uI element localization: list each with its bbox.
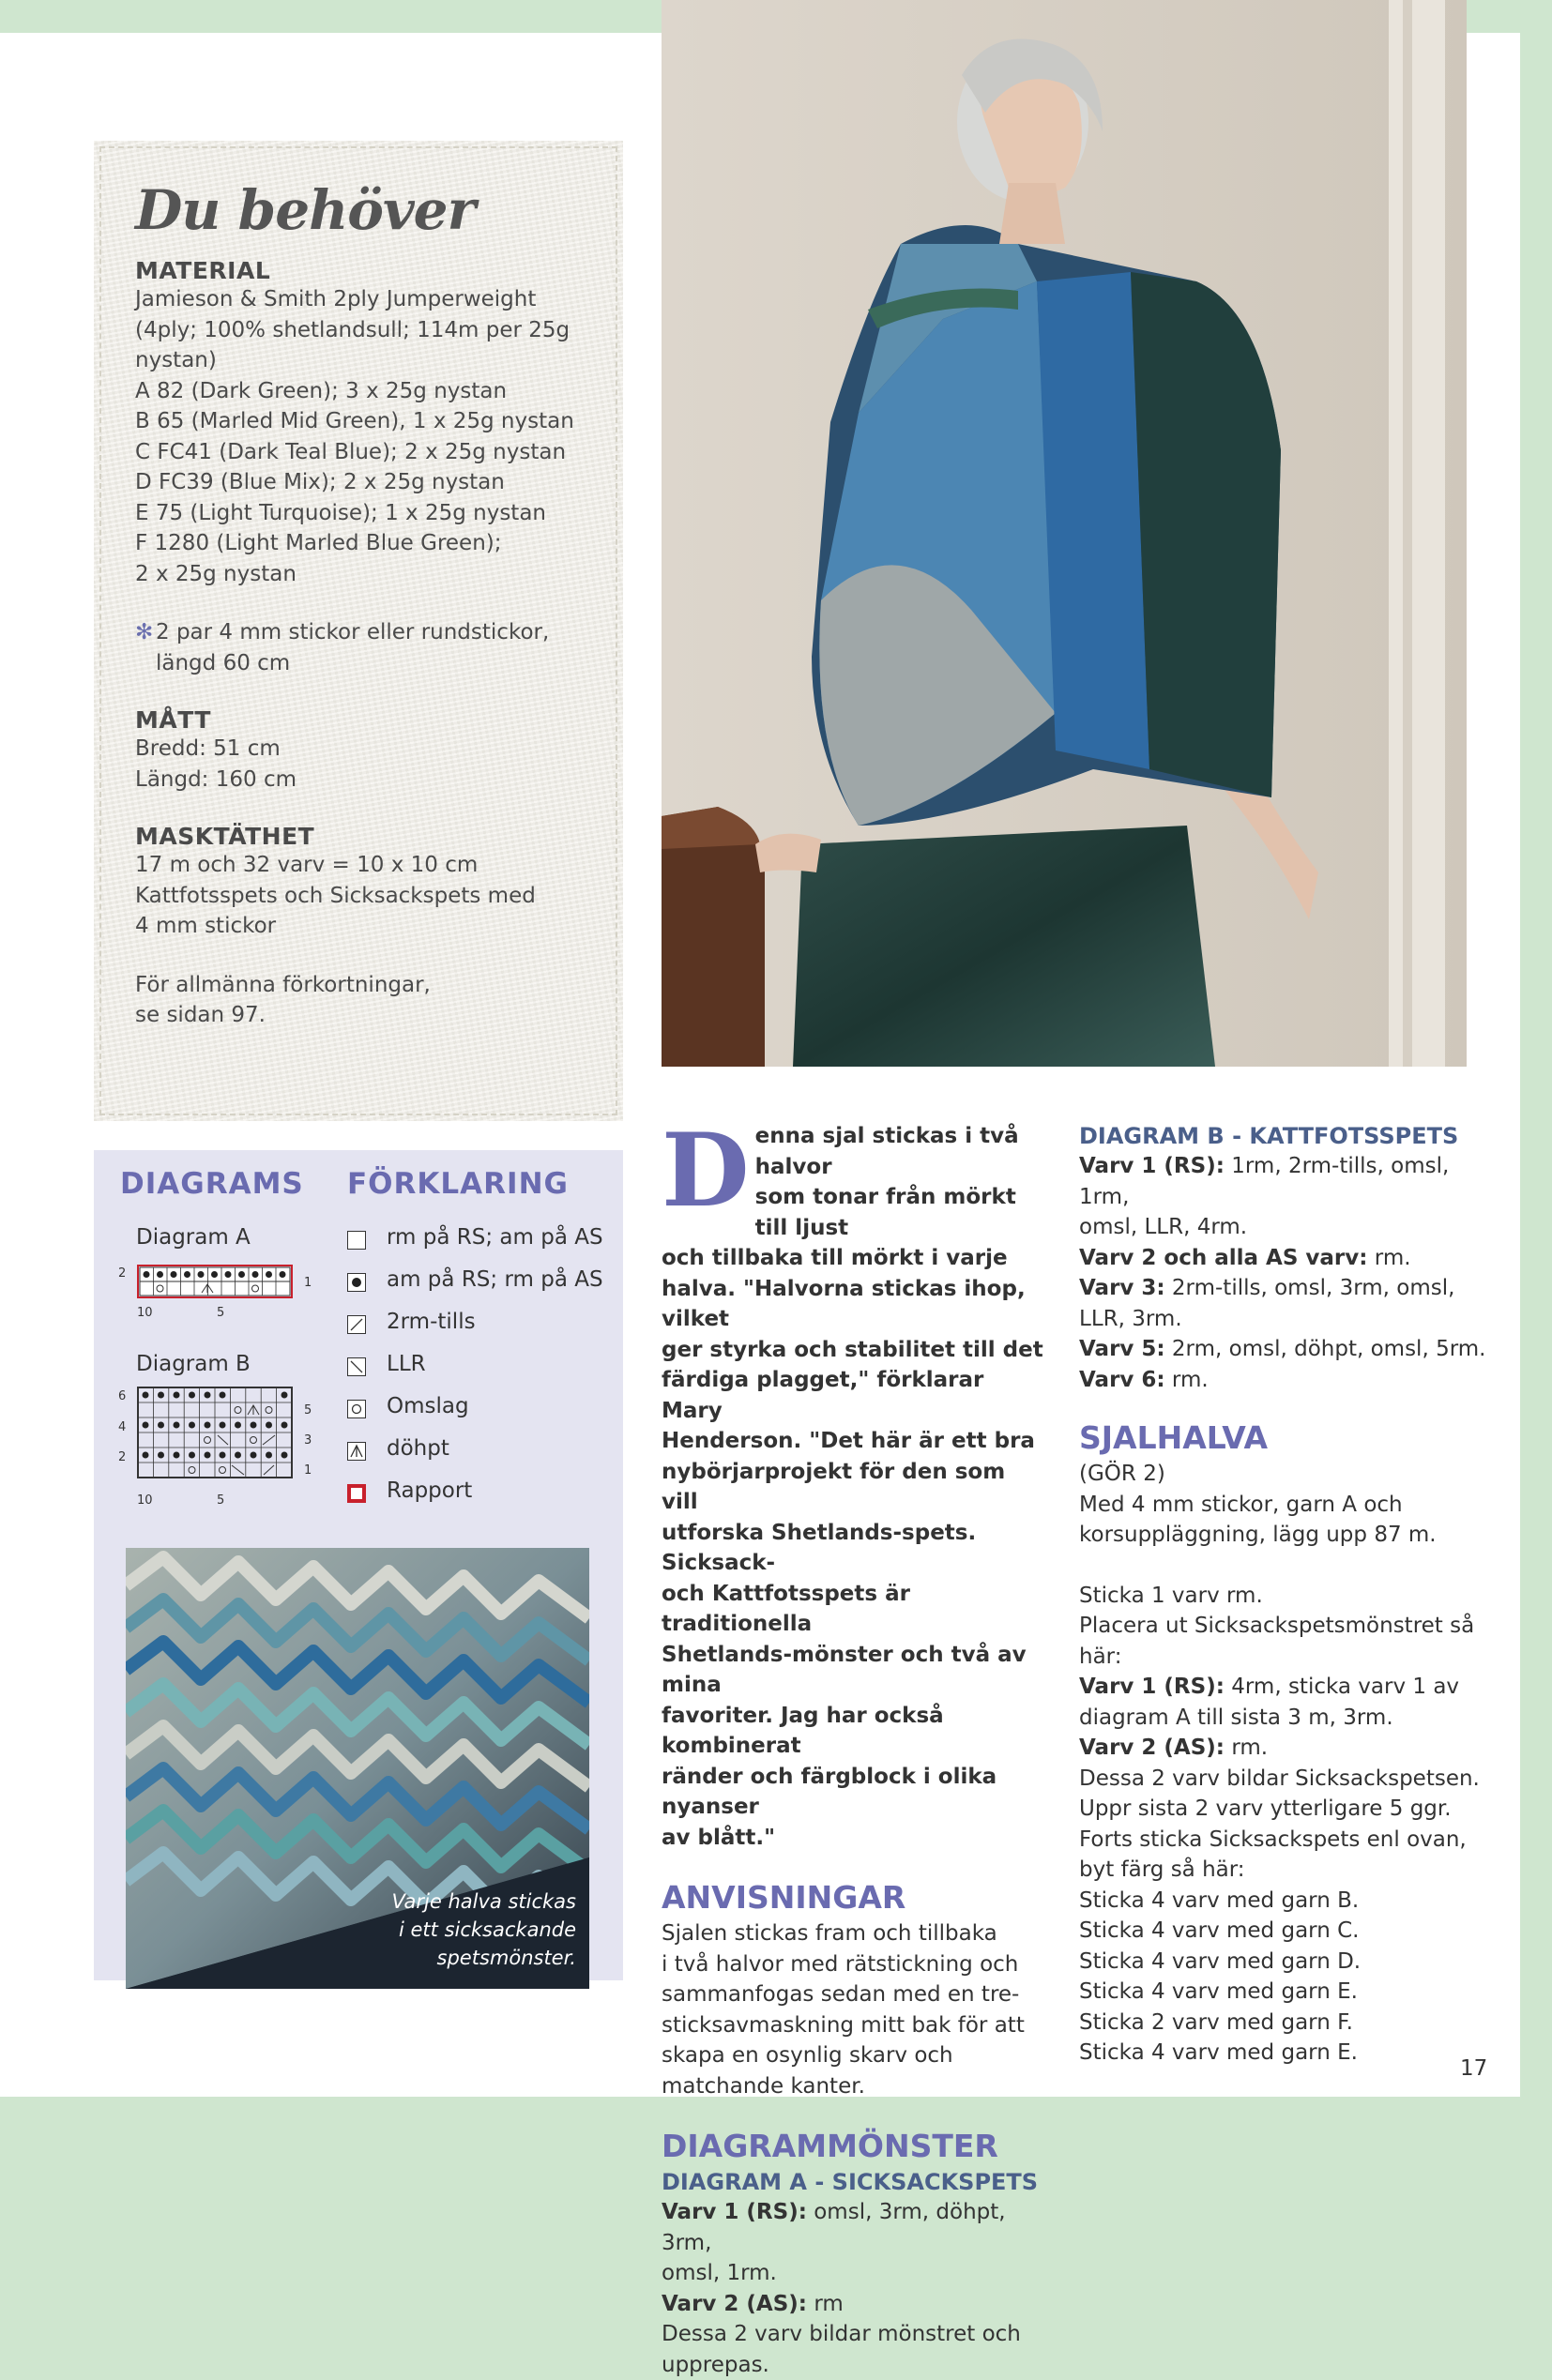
material-line: D FC39 (Blue Mix); 2 x 25g nystan [135, 467, 587, 498]
row-number: 5 [304, 1403, 312, 1417]
instructions-heading: ANVISNINGAR [662, 1877, 1046, 1918]
page-number: 17 [1460, 2056, 1487, 2081]
legend-item: rm på RS; am på AS [347, 1225, 591, 1253]
diagram-b-chart [137, 1387, 293, 1478]
needles-line: ✻ 2 par 4 mm stickor eller rundstickor, [135, 617, 587, 648]
text-line: Varv 2 (AS): rm. [1079, 1733, 1492, 1764]
diagram-a-subheading: DIAGRAM A - SICKSACKSPETS [662, 2167, 1046, 2197]
diagrams-heading: DIAGRAMS [120, 1167, 304, 1201]
material-line: E 75 (Light Turquoise); 1 x 25g nystan [135, 498, 587, 529]
text-line: Varv 1 (RS): omsl, 3rm, döhpt, 3rm, [662, 2197, 1046, 2258]
right-column [1079, 1121, 1492, 2069]
middle-column [662, 1121, 1046, 2380]
abbrev-line: se sidan 97. [135, 1000, 587, 1031]
text-line: Sticka 4 varv med garn B. [1079, 1886, 1492, 1917]
size-line: Längd: 160 cm [135, 765, 587, 796]
text-line: Varv 2 och alla AS varv: rm. [1079, 1243, 1492, 1274]
row-number: 1 [304, 1463, 312, 1478]
material-heading: MATERIAL [135, 257, 587, 284]
text-line: Sticka 4 varv med garn E. [1079, 1977, 1492, 2008]
text-line: byt färg så här: [1079, 1855, 1492, 1886]
text-line: Uppr sista 2 varv ytterligare 5 ggr. [1079, 1794, 1492, 1825]
text-line: Varv 2 (AS): rm [662, 2289, 1046, 2320]
gauge-heading: MASKTÄTHET [135, 823, 587, 850]
abbrev-line: För allmänna förkortningar, [135, 970, 587, 1001]
asterisk-bullet-icon: ✻ [135, 617, 153, 648]
size-line: Bredd: 51 cm [135, 734, 587, 765]
drop-cap: D [662, 1129, 750, 1213]
row-number: 3 [304, 1433, 312, 1448]
material-line: nystan) [135, 345, 587, 376]
gauge-line: Kattfotsspets och Sicksackspets med [135, 881, 587, 912]
text-line: Varv 5: 2rm, omsl, döhpt, omsl, 5rm. [1079, 1334, 1492, 1365]
text-line: LLR, 3rm. [1079, 1304, 1492, 1335]
text-line: omsl, 1rm. [662, 2258, 1046, 2289]
text-line: Sticka 1 varv rm. [1079, 1581, 1492, 1612]
row-number: 2 [118, 1450, 126, 1464]
yarn-over-icon [347, 1400, 366, 1418]
material-line: Jamieson & Smith 2ply Jumperweight [135, 284, 587, 315]
model-shawl-photo [662, 0, 1467, 1067]
column-number: 5 [217, 1306, 224, 1320]
text-line: Dessa 2 varv bildar Sicksackspetsen. [1079, 1764, 1492, 1795]
chart-pattern-heading: DIAGRAMMÖNSTER [662, 2126, 1046, 2167]
gauge-line: 17 m och 32 varv = 10 x 10 cm [135, 850, 587, 881]
llr-icon [347, 1357, 366, 1376]
text-line: skapa en osynlig skarv och [662, 2040, 1046, 2071]
material-line: (4ply; 100% shetlandsull; 114m per 25g [135, 315, 587, 346]
legend-heading: FÖRKLARING [347, 1167, 569, 1201]
legend-item: am på RS; rm på AS [347, 1267, 591, 1296]
text-line: i två halvor med rätstickning och [662, 1949, 1046, 1980]
text-line: Sticka 4 varv med garn D. [1079, 1947, 1492, 1978]
diagram-a-chart [137, 1265, 293, 1298]
text-line: matchande kanter. [662, 2071, 1046, 2102]
lace-closeup-photo [126, 1548, 589, 1989]
text-line: Placera ut Sicksackspetsmönstret så [1079, 1611, 1492, 1642]
double-decrease-icon [347, 1442, 366, 1461]
text-line: (GÖR 2) [1079, 1459, 1492, 1490]
text-line: Varv 1 (RS): 1rm, 2rm-tills, omsl, 1rm, [1079, 1151, 1492, 1212]
row-number: 1 [304, 1276, 312, 1290]
text-line: diagram A till sista 3 m, 3rm. [1079, 1703, 1492, 1734]
material-line: 2 x 25g nystan [135, 559, 587, 590]
text-line: Forts sticka Sicksackspets enl ovan, [1079, 1825, 1492, 1856]
size-heading: MÅTT [135, 706, 587, 734]
shawl-half-heading: SJALHALVA [1079, 1417, 1492, 1459]
text-line: Varv 3: 2rm-tills, omsl, 3rm, omsl, [1079, 1273, 1492, 1304]
needles-line: längd 60 cm [135, 648, 587, 679]
material-line: A 82 (Dark Green); 3 x 25g nystan [135, 376, 587, 407]
text-line: omsl, LLR, 4rm. [1079, 1212, 1492, 1243]
diagram-a-label: Diagram A [136, 1225, 251, 1250]
text-line: Sticka 2 varv med garn F. [1079, 2008, 1492, 2039]
materials-card [94, 141, 623, 1121]
intro-paragraph: D enna sjal stickas i två halvor som tonar från mörkt till ljust och tillbaka till mörkt i varje halva. "Halvorna stickas ihop, vilket ger styrka och stabilitet till det färdiga plagget," förklarar Mary Henderson. "Det här är ett bra nybörjarprojekt för den som vill utforska Shetlands-spets. Sicksack- och Kattfotsspets är traditionella Shetlands-mönster och två av mina favoriter. Jag har också kombinerat ränder och färgblock i olika nyanser av blått." [662, 1121, 1046, 1853]
row-number: 4 [118, 1420, 126, 1434]
column-number: 10 [137, 1493, 153, 1508]
text-line: korsuppläggning, lägg upp 87 m. [1079, 1520, 1492, 1551]
row-number: 6 [118, 1389, 126, 1403]
column-number: 10 [137, 1306, 153, 1320]
diagram-b-label: Diagram B [136, 1352, 251, 1376]
text-line: Dessa 2 varv bildar mönstret och [662, 2319, 1046, 2350]
text-line: Varv 6: rm. [1079, 1365, 1492, 1396]
k2tog-icon [347, 1315, 366, 1334]
legend-item: LLR [347, 1352, 591, 1380]
material-line: F 1280 (Light Marled Blue Green); [135, 528, 587, 559]
text-line: Sjalen stickas fram och tillbaka [662, 1918, 1046, 1949]
repeat-icon [347, 1484, 366, 1503]
material-line: B 65 (Marled Mid Green), 1 x 25g nystan [135, 406, 587, 437]
text-line: sammanfogas sedan med en tre- [662, 1979, 1046, 2010]
legend-item: döhpt [347, 1436, 591, 1464]
text-line: Sticka 4 varv med garn C. [1079, 1916, 1492, 1947]
legend-item: 2rm-tills [347, 1310, 591, 1338]
text-line: Varv 1 (RS): 4rm, sticka varv 1 av [1079, 1672, 1492, 1703]
text-line: Sticka 4 varv med garn E. [1079, 2038, 1492, 2069]
column-number: 5 [217, 1493, 224, 1508]
material-line: C FC41 (Dark Teal Blue); 2 x 25g nystan [135, 437, 587, 468]
diagram-b-subheading: DIAGRAM B - KATTFOTSSPETS [1079, 1121, 1492, 1151]
empty-square-icon [347, 1231, 366, 1250]
legend-item: Omslag [347, 1394, 591, 1422]
dot-square-icon [347, 1273, 366, 1292]
diagrams-panel [94, 1150, 623, 1980]
card-title: Du behöver [135, 178, 587, 242]
legend-item: Rapport [347, 1478, 591, 1507]
gauge-line: 4 mm stickor [135, 911, 587, 942]
text-line: sticksavmaskning mitt bak för att [662, 2010, 1046, 2041]
text-line: upprepas. [662, 2350, 1046, 2380]
text-line: Med 4 mm stickor, garn A och [1079, 1490, 1492, 1521]
photo-caption: Varje halva stickas i ett sicksackande spetsmönster. [392, 1887, 576, 1972]
text-line: här: [1079, 1642, 1492, 1673]
row-number: 2 [118, 1266, 126, 1281]
